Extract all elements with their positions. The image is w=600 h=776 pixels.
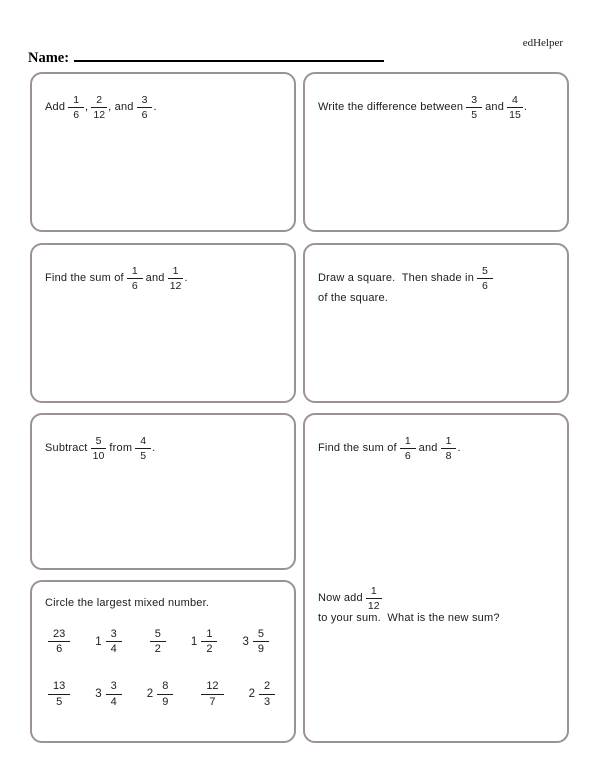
fraction — [201, 628, 217, 656]
fraction-denominator: 6 — [141, 109, 148, 122]
mixed-number-option — [95, 680, 125, 708]
fraction-denominator: 9 — [257, 643, 264, 656]
mixed-number-option — [201, 680, 223, 708]
name-label: Name: — [28, 50, 70, 66]
problem-lead: Draw a square. Then shade in — [318, 271, 475, 284]
fraction-numerator: 5 — [253, 628, 269, 643]
connector: and — [418, 441, 438, 454]
fraction-denominator: 4 — [110, 695, 117, 708]
connector: and — [485, 100, 505, 113]
mixed-number-option — [147, 680, 177, 708]
mixed-number-option — [48, 680, 70, 708]
problem-box-circle-largest — [30, 580, 296, 743]
fraction-denominator: 12 — [367, 600, 380, 613]
name-blank-line — [74, 47, 384, 62]
fraction-numerator: 2 — [91, 94, 107, 108]
fraction-numerator: 1 — [68, 94, 84, 108]
mixed-number-options-row-1 — [45, 628, 294, 656]
fraction-numerator: 1 — [366, 585, 382, 599]
fraction-denominator: 8 — [445, 450, 452, 463]
fraction-denominator: 12 — [93, 109, 106, 122]
problem-lead: Add — [45, 100, 66, 113]
mixed-number-options-row-2 — [45, 680, 294, 708]
problem-text — [45, 435, 284, 462]
fraction — [137, 94, 153, 121]
problem-text — [318, 435, 557, 462]
fraction — [253, 628, 269, 656]
fraction-numerator: 8 — [157, 680, 173, 695]
problem-lead: Find the sum of — [45, 271, 124, 284]
fraction-denominator: 7 — [209, 695, 216, 708]
whole-number: 2 — [248, 688, 255, 701]
fraction — [259, 680, 275, 708]
fraction-denominator: 15 — [509, 109, 521, 122]
fraction — [91, 435, 107, 462]
period: . — [457, 441, 461, 454]
fraction-numerator: 5 — [150, 628, 166, 643]
problem-text — [318, 585, 557, 626]
fraction-denominator: 6 — [131, 280, 138, 293]
period: . — [184, 271, 188, 284]
fraction-numerator: 1 — [441, 435, 457, 449]
fraction-denominator: 3 — [263, 695, 271, 708]
fraction — [168, 265, 184, 292]
fraction-numerator: 5 — [91, 435, 107, 449]
fraction-numerator: 1 — [400, 435, 416, 449]
fraction-numerator: 4 — [135, 435, 151, 449]
fraction — [466, 94, 482, 121]
fraction-numerator: 23 — [48, 628, 70, 643]
separator: , — [85, 100, 89, 113]
fraction-denominator: 5 — [140, 450, 147, 463]
mixed-number-option — [191, 628, 221, 656]
whole-number: 3 — [95, 688, 102, 701]
fraction-denominator: 5 — [471, 109, 478, 122]
name-row — [28, 47, 384, 67]
fraction-numerator: 1 — [127, 265, 143, 279]
fraction-denominator: 6 — [73, 109, 80, 122]
problem-lead: Circle the largest mixed number. — [45, 597, 210, 609]
period: . — [153, 100, 157, 113]
fraction — [106, 680, 122, 708]
problem-text — [318, 265, 557, 306]
fraction-denominator: 5 — [56, 695, 63, 708]
brand-logo-text: edHelper — [522, 37, 563, 49]
fraction-denominator: 6 — [404, 450, 411, 463]
fraction-denominator: 6 — [56, 643, 63, 656]
fraction-numerator: 1 — [168, 265, 184, 279]
fraction — [127, 265, 143, 292]
connector: and — [145, 271, 165, 284]
fraction-numerator: 3 — [137, 94, 153, 108]
problem-box-sum-sixth-twelfth — [30, 243, 296, 403]
mixed-number-option — [249, 680, 279, 708]
fraction-denominator: 2 — [154, 643, 161, 656]
mixed-number-option — [95, 628, 125, 656]
fraction-numerator: 3 — [106, 628, 122, 643]
fraction — [441, 435, 457, 462]
fraction-numerator: 12 — [201, 680, 223, 695]
whole-number: 1 — [95, 635, 102, 648]
fraction-denominator: 12 — [169, 280, 182, 293]
problem-text — [45, 597, 284, 611]
fraction — [135, 435, 151, 462]
mixed-number-option — [150, 628, 166, 656]
fraction — [106, 628, 122, 656]
problem-lead: Write the difference between — [318, 100, 464, 113]
fraction-denominator: 2 — [206, 643, 213, 656]
problem-text — [318, 94, 557, 121]
fraction-numerator: 1 — [201, 628, 217, 643]
fraction-numerator: 4 — [507, 94, 523, 108]
fraction-denominator: 10 — [92, 450, 105, 463]
fraction-numerator: 13 — [48, 680, 70, 695]
mixed-number-option — [242, 628, 272, 656]
connector: from — [109, 441, 133, 454]
problem-lead: Subtract — [45, 441, 88, 454]
fraction — [400, 435, 416, 462]
fraction — [477, 265, 493, 292]
problem-box-add-fractions — [30, 72, 296, 232]
whole-number: 2 — [146, 688, 154, 701]
fraction — [157, 680, 173, 708]
problem-end: of the square. — [318, 292, 389, 305]
fraction-numerator: 3 — [106, 680, 122, 695]
fraction-denominator: 9 — [162, 695, 169, 708]
period: . — [152, 441, 156, 454]
whole-number: 3 — [242, 635, 249, 648]
problem-box-sum-and-extend — [303, 413, 569, 743]
whole-number: 1 — [190, 635, 198, 648]
fraction-denominator: 6 — [482, 280, 488, 293]
mixed-number-option — [48, 628, 70, 656]
problem-box-subtract — [30, 413, 296, 570]
fraction-denominator: 4 — [110, 643, 117, 656]
fraction — [91, 94, 107, 121]
separator: , and — [108, 100, 134, 113]
problem-lead: Find the sum of — [318, 441, 397, 454]
problem-text — [45, 265, 284, 292]
fraction-numerator: 5 — [477, 265, 493, 279]
fraction-numerator: 2 — [259, 680, 275, 695]
problem-end: to your sum. What is the new sum? — [318, 612, 500, 625]
fraction — [68, 94, 84, 121]
problem-text — [45, 94, 284, 121]
problem-lead: Now add — [318, 591, 363, 604]
fraction — [507, 94, 523, 121]
period: . — [523, 100, 528, 113]
problem-box-difference — [303, 72, 569, 232]
fraction-numerator: 3 — [466, 94, 482, 108]
problem-box-shade-square — [303, 243, 569, 403]
fraction — [366, 585, 382, 612]
